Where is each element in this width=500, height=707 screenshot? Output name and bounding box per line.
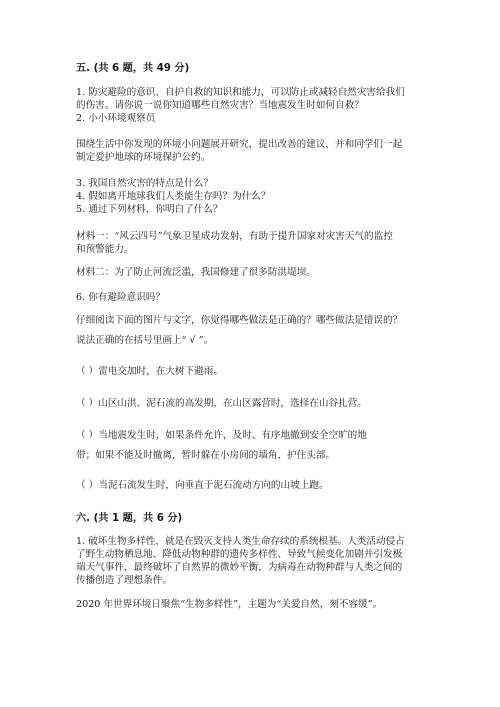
judgement-item-3-line-2: 带；如果不能及时撤离，暂时躲在小房间的墙角，护住头部。	[76, 450, 336, 461]
judgement-item-1: （ ）雷电交加时，在大树下避雨。	[76, 366, 223, 377]
question-4-text: 4. 假如离开地球我们人类能生存吗？为什么？	[76, 191, 271, 202]
material-2: 材料二：为了防止河流泛滥，我国修建了很多防洪堤坝。	[76, 267, 316, 278]
question-1-text-line-1: 1. 防灾避险的意识、自护自救的知识和能力，可以防止或减轻自然灾害给我们	[76, 87, 405, 98]
question-6-instruction-line-2: 说法正确的在括号里画上“ √ ”。	[76, 335, 214, 346]
question-6-text: 6. 你有避险意识吗？	[76, 292, 165, 303]
section-6-question-1-line-5: 2020 年世界环境日聚焦“生物多样性”，主题为“关爱自然，刻不容缓”。	[76, 599, 383, 610]
question-2-description-line-2: 制定爱护地球的环境保护公约。	[76, 152, 211, 163]
material-1-line-1: 材料一：“风云四号”气象卫星成功发射，有助于提升国家对灾害天气的监控	[76, 231, 393, 242]
section-6-heading: 六. (共 1 题，共 6 分)	[76, 513, 183, 524]
section-6-question-1-line-2: 了野生动物栖息地、降低动物种群的遗传多样性、导致气候变化加剧并引发极	[76, 549, 403, 560]
judgement-item-2: （ ）山区山洪、泥石流的高发期，在山区露营时，选择在山谷扎营。	[76, 398, 367, 409]
question-2-description-line-1: 围绕生活中你发现的环境小问题展开研究，提出改善的建议，并和同学们一起	[76, 139, 403, 150]
question-2-title: 2. 小小环境观察员	[76, 113, 156, 124]
material-1-line-2: 和预警能力。	[76, 244, 134, 255]
question-1-text-line-2: 的伤害。请你说一说你知道哪些自然灾害？当地震发生时如何自救？	[76, 100, 364, 111]
question-3-text: 3. 我国自然灾害的特点是什么？	[76, 178, 213, 189]
section-6-question-1-line-1: 1. 破坏生物多样性，就是在毁灭支持人类生命存续的系统根基。人类活动侵占	[76, 536, 405, 547]
section-5-heading: 五. (共 6 题，共 49 分)	[76, 63, 190, 74]
judgement-item-3-line-1: （ ）当地震发生时，如果条件允许，及时、有序地撤到安全空旷的地	[76, 430, 367, 441]
question-5-text: 5. 通过下列材料，你明白了什么？	[76, 204, 223, 215]
section-6-question-1-line-4: 传播创造了理想条件。	[76, 575, 172, 586]
judgement-item-4: （ ）当泥石流发生时，向垂直于泥石流动方向的山坡上跑。	[76, 480, 329, 491]
question-6-instruction-line-1: 仔细阅读下面的图片与文字，你觉得哪些做法是正确的？哪些做法是错误的？	[76, 315, 403, 326]
section-6-question-1-line-3: 端天气事件，最终破坏了自然界的微妙平衡，为病毒在动物种群与人类之间的	[76, 562, 403, 573]
